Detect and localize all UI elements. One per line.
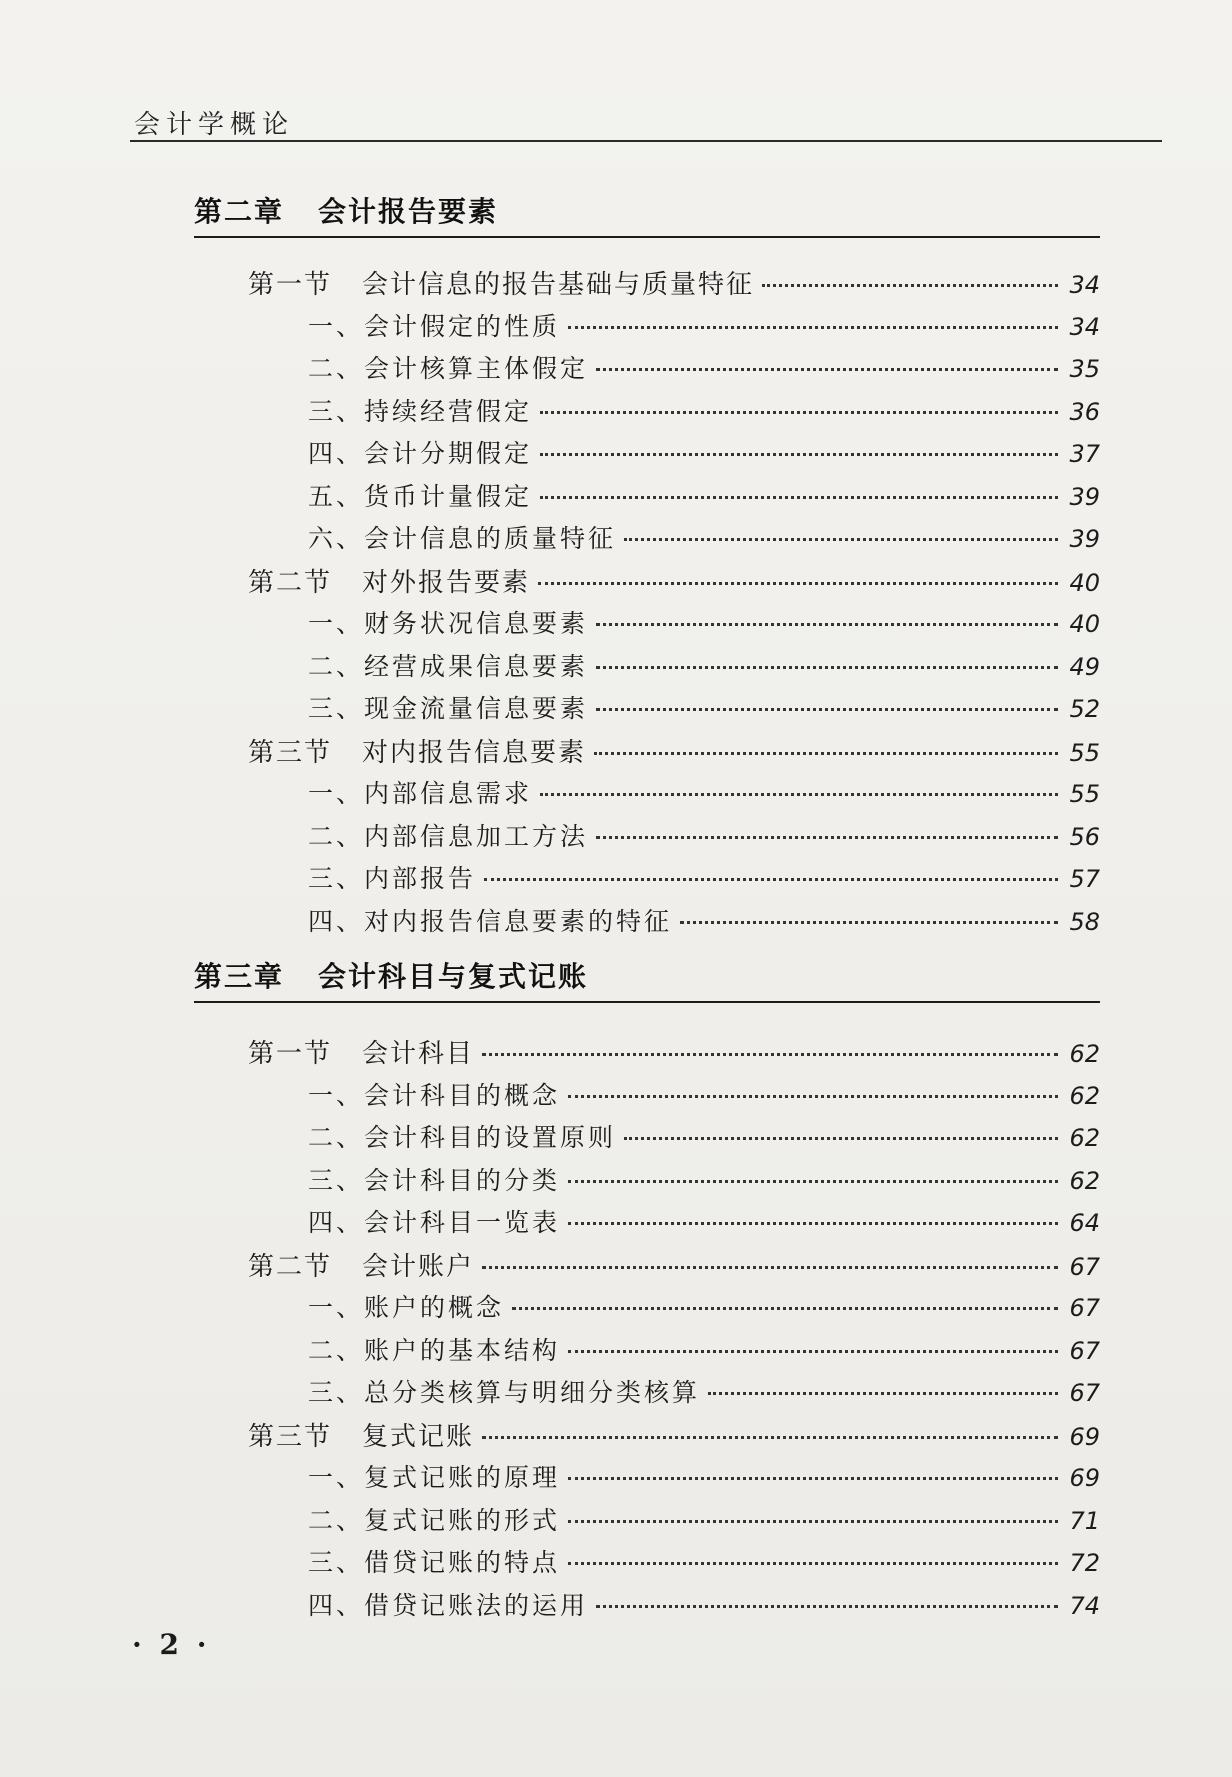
- toc-item-entry[interactable]: [308, 859, 1100, 895]
- item-title: 一、账户的概念: [308, 1293, 505, 1322]
- page-number: 58: [1069, 907, 1100, 936]
- dot-leader: [538, 582, 1058, 585]
- dot-leader: [482, 1436, 1058, 1439]
- toc-section-entry[interactable]: [248, 562, 1100, 598]
- section-title: 对内报告信息要素: [362, 737, 587, 768]
- toc-item-entry[interactable]: [308, 604, 1100, 640]
- dot-leader: [680, 921, 1058, 924]
- dot-leader: [568, 1562, 1058, 1565]
- page-number: 55: [1069, 738, 1100, 767]
- header-rule: [130, 140, 1162, 142]
- section-number: 第三节: [248, 1421, 333, 1452]
- dot-leader: [540, 453, 1058, 456]
- dot-leader: [568, 326, 1058, 329]
- page-number: 40: [1069, 610, 1100, 638]
- item-title: 四、会计科目一览表: [308, 1208, 561, 1237]
- item-title: 二、账户的基本结构: [308, 1335, 561, 1365]
- toc-item-entry[interactable]: [308, 817, 1100, 853]
- toc-item-entry[interactable]: [308, 689, 1100, 725]
- toc-item-entry[interactable]: [308, 392, 1100, 428]
- toc-item-entry[interactable]: [308, 1373, 1100, 1409]
- page-number: 56: [1069, 822, 1100, 851]
- item-title: 五、货币计量假定: [308, 481, 533, 511]
- toc-item-entry[interactable]: [308, 349, 1100, 385]
- toc-item-entry[interactable]: [308, 1203, 1100, 1239]
- toc-item-entry[interactable]: [308, 902, 1100, 938]
- toc-section-entry[interactable]: [248, 1246, 1100, 1282]
- section-title: 会计信息的报告基础与质量特征: [362, 270, 755, 300]
- dot-leader: [540, 411, 1058, 414]
- dot-leader: [624, 538, 1058, 541]
- toc-item-entry[interactable]: [308, 1288, 1100, 1324]
- toc-section-entry[interactable]: [248, 1033, 1100, 1069]
- dot-leader: [568, 1477, 1058, 1480]
- item-title: 一、复式记账的原理: [308, 1463, 561, 1492]
- toc-section-entry[interactable]: [248, 264, 1100, 300]
- item-title: 三、内部报告: [308, 864, 477, 893]
- page-number: 69: [1069, 1464, 1100, 1492]
- toc-item-entry[interactable]: [308, 1543, 1100, 1579]
- dot-leader: [482, 1266, 1058, 1269]
- page-number: 69: [1069, 1422, 1100, 1451]
- dot-leader: [762, 284, 1058, 287]
- toc-section-entry[interactable]: [248, 1416, 1100, 1452]
- toc-section-entry[interactable]: [248, 732, 1100, 768]
- item-title: 一、财务状况信息要素: [308, 609, 589, 638]
- page-number: 62: [1069, 1124, 1100, 1152]
- dot-leader: [540, 496, 1058, 499]
- item-title: 三、借贷记账的特点: [308, 1548, 561, 1577]
- dot-leader: [482, 1053, 1058, 1056]
- dot-leader: [624, 1137, 1058, 1140]
- item-title: 三、持续经营假定: [308, 396, 533, 426]
- section-title: 会计账户: [362, 1251, 475, 1282]
- page-number: 52: [1069, 695, 1100, 723]
- dot-leader: [596, 623, 1058, 626]
- page-number: 55: [1069, 780, 1100, 808]
- chapter-title: 会计报告要素: [318, 195, 499, 228]
- toc-item-entry[interactable]: [308, 1501, 1100, 1537]
- page-number: 37: [1069, 440, 1100, 468]
- toc-item-entry[interactable]: [308, 434, 1100, 470]
- page-number: 62: [1069, 1081, 1100, 1110]
- page-number: 74: [1069, 1591, 1100, 1620]
- toc-item-entry[interactable]: [308, 519, 1100, 555]
- page-number: 34: [1069, 312, 1100, 341]
- dot-leader: [568, 1180, 1058, 1183]
- page-number: 40: [1069, 568, 1100, 597]
- item-title: 二、会计科目的设置原则: [308, 1123, 617, 1152]
- chapter-number: 第三章: [194, 960, 285, 993]
- item-title: 二、内部信息加工方法: [308, 821, 589, 851]
- dot-leader: [512, 1307, 1058, 1310]
- page-number: 62: [1069, 1040, 1100, 1068]
- toc-item-entry[interactable]: [308, 1458, 1100, 1494]
- section-number: 第三节: [248, 737, 333, 768]
- toc-item-entry[interactable]: [308, 1331, 1100, 1367]
- dot-leader: [594, 752, 1058, 755]
- page-number: 64: [1069, 1209, 1100, 1237]
- toc-item-entry[interactable]: [308, 307, 1100, 343]
- page-number: 67: [1069, 1336, 1100, 1365]
- page-number: 36: [1069, 397, 1100, 426]
- section-title: 复式记账: [362, 1421, 475, 1452]
- running-header: 会计学概论: [134, 110, 295, 140]
- page-number: 72: [1069, 1549, 1100, 1577]
- page-number: 49: [1069, 652, 1100, 681]
- item-title: 四、会计分期假定: [308, 439, 533, 468]
- toc-item-entry[interactable]: [308, 477, 1100, 513]
- page-number: 39: [1069, 525, 1100, 553]
- page-number: 39: [1069, 482, 1100, 511]
- dot-leader: [596, 368, 1058, 371]
- chapter-heading: [194, 190, 1100, 238]
- chapter-number: 第二章: [194, 195, 285, 228]
- item-title: 六、会计信息的质量特征: [308, 524, 617, 553]
- dot-leader: [568, 1095, 1058, 1098]
- section-title: 会计科目: [362, 1039, 475, 1069]
- item-title: 三、总分类核算与明细分类核算: [308, 1378, 701, 1407]
- page-number: 34: [1069, 271, 1100, 299]
- toc-item-entry[interactable]: [308, 1161, 1100, 1197]
- toc-item-entry[interactable]: [308, 774, 1100, 810]
- item-title: 二、经营成果信息要素: [308, 651, 589, 681]
- item-title: 四、借贷记账法的运用: [308, 1590, 589, 1620]
- page-number: 71: [1069, 1506, 1100, 1535]
- item-title: 三、现金流量信息要素: [308, 694, 589, 723]
- item-title: 二、复式记账的形式: [308, 1505, 561, 1535]
- item-title: 二、会计核算主体假定: [308, 354, 589, 383]
- toc-item-entry[interactable]: [308, 1076, 1100, 1112]
- dot-leader: [596, 1605, 1058, 1608]
- page-number: 35: [1069, 355, 1100, 383]
- chapter-heading: [194, 955, 1100, 1003]
- dot-leader: [596, 708, 1058, 711]
- dot-leader: [540, 793, 1058, 796]
- page-number: 57: [1069, 865, 1100, 893]
- page-number: 62: [1069, 1166, 1100, 1195]
- dot-leader: [568, 1350, 1058, 1353]
- section-number: 第一节: [248, 1039, 333, 1069]
- page-number: 67: [1069, 1379, 1100, 1407]
- item-title: 三、会计科目的分类: [308, 1165, 561, 1195]
- chapter-title: 会计科目与复式记账: [318, 960, 589, 993]
- toc-item-entry[interactable]: [308, 647, 1100, 683]
- toc-item-entry[interactable]: [308, 1586, 1100, 1622]
- item-title: 一、内部信息需求: [308, 779, 533, 808]
- dot-leader: [596, 836, 1058, 839]
- dot-leader: [568, 1222, 1058, 1225]
- dot-leader: [568, 1520, 1058, 1523]
- section-number: 第一节: [248, 270, 333, 300]
- section-number: 第二节: [248, 567, 333, 598]
- dot-leader: [484, 878, 1058, 881]
- section-title: 对外报告要素: [362, 567, 531, 598]
- item-title: 四、对内报告信息要素的特征: [308, 906, 673, 936]
- section-number: 第二节: [248, 1251, 333, 1282]
- item-title: 一、会计科目的概念: [308, 1080, 561, 1110]
- toc-item-entry[interactable]: [308, 1118, 1100, 1154]
- page-number: 67: [1069, 1294, 1100, 1322]
- dot-leader: [596, 666, 1058, 669]
- dot-leader: [708, 1392, 1058, 1395]
- page-number: 67: [1069, 1252, 1100, 1281]
- page-folio: · 2 ·: [132, 1628, 211, 1661]
- item-title: 一、会计假定的性质: [308, 311, 561, 341]
